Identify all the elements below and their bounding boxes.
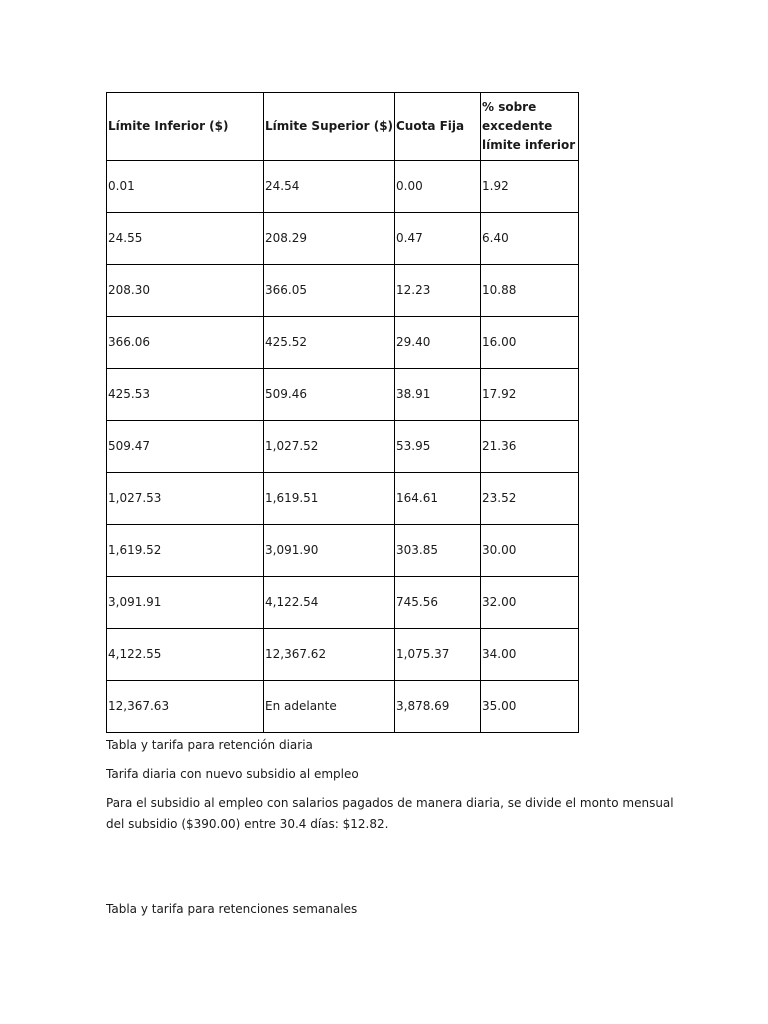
table-header-row — [107, 93, 579, 161]
cell-limite-inferior: 366.06 — [107, 317, 264, 369]
cell-limite-superior: 1,027.52 — [264, 421, 395, 473]
cell-porcentaje-excedente: 10.88 — [481, 265, 579, 317]
cell-limite-inferior: 3,091.91 — [107, 577, 264, 629]
cell-limite-superior: 4,122.54 — [264, 577, 395, 629]
cell-limite-superior: 24.54 — [264, 161, 395, 213]
cell-limite-inferior: 0.01 — [107, 161, 264, 213]
cell-limite-superior: 425.52 — [264, 317, 395, 369]
table-row — [107, 317, 579, 369]
cell-cuota-fija: 3,878.69 — [395, 681, 481, 733]
cell-cuota-fija: 303.85 — [395, 525, 481, 577]
cell-cuota-fija: 38.91 — [395, 369, 481, 421]
header-limite-superior: Límite Superior ($) — [264, 93, 395, 161]
subsidy-heading: Tarifa diaria con nuevo subsidio al empleo — [106, 767, 359, 781]
table-row — [107, 369, 579, 421]
cell-limite-inferior: 425.53 — [107, 369, 264, 421]
cell-porcentaje-excedente: 17.92 — [481, 369, 579, 421]
cell-limite-inferior: 1,027.53 — [107, 473, 264, 525]
table-body — [107, 161, 579, 733]
subsidy-paragraph: Para el subsidio al empleo con salarios pagados de manera diaria, se divide el monto mensual del subsidio ($390.00) entre 30.4 días: $12.82. — [106, 796, 674, 831]
cell-porcentaje-excedente: 30.00 — [481, 525, 579, 577]
cell-porcentaje-excedente: 16.00 — [481, 317, 579, 369]
table-row — [107, 681, 579, 733]
table-row — [107, 629, 579, 681]
cell-porcentaje-excedente: 34.00 — [481, 629, 579, 681]
table-row — [107, 161, 579, 213]
cell-limite-inferior: 509.47 — [107, 421, 264, 473]
cell-limite-superior: 509.46 — [264, 369, 395, 421]
tarifa-table — [106, 92, 579, 733]
cell-porcentaje-excedente: 32.00 — [481, 577, 579, 629]
cell-cuota-fija: 29.40 — [395, 317, 481, 369]
table-row — [107, 421, 579, 473]
table-row — [107, 577, 579, 629]
table-row — [107, 473, 579, 525]
cell-limite-inferior: 208.30 — [107, 265, 264, 317]
header-porcentaje-excedente: % sobre excedente límite inferior — [481, 93, 579, 161]
cell-limite-superior: 3,091.90 — [264, 525, 395, 577]
cell-porcentaje-excedente: 35.00 — [481, 681, 579, 733]
cell-cuota-fija: 12.23 — [395, 265, 481, 317]
caption-weekly-table: Tabla y tarifa para retenciones semanales — [106, 902, 358, 916]
cell-cuota-fija: 745.56 — [395, 577, 481, 629]
cell-cuota-fija: 164.61 — [395, 473, 481, 525]
header-limite-inferior: Límite Inferior ($) — [107, 93, 264, 161]
cell-limite-superior: 12,367.62 — [264, 629, 395, 681]
table-row — [107, 525, 579, 577]
cell-limite-inferior: 24.55 — [107, 213, 264, 265]
caption-daily-table: Tabla y tarifa para retención diaria — [106, 738, 313, 752]
cell-limite-inferior: 4,122.55 — [107, 629, 264, 681]
cell-porcentaje-excedente: 1.92 — [481, 161, 579, 213]
cell-limite-superior: En adelante — [264, 681, 395, 733]
cell-limite-inferior: 1,619.52 — [107, 525, 264, 577]
cell-porcentaje-excedente: 21.36 — [481, 421, 579, 473]
cell-limite-superior: 1,619.51 — [264, 473, 395, 525]
cell-limite-superior: 208.29 — [264, 213, 395, 265]
cell-porcentaje-excedente: 23.52 — [481, 473, 579, 525]
cell-cuota-fija: 53.95 — [395, 421, 481, 473]
cell-porcentaje-excedente: 6.40 — [481, 213, 579, 265]
table-row — [107, 265, 579, 317]
cell-cuota-fija: 0.47 — [395, 213, 481, 265]
header-cuota-fija: Cuota Fija — [395, 93, 481, 161]
cell-cuota-fija: 1,075.37 — [395, 629, 481, 681]
cell-cuota-fija: 0.00 — [395, 161, 481, 213]
table-row — [107, 213, 579, 265]
cell-limite-inferior: 12,367.63 — [107, 681, 264, 733]
cell-limite-superior: 366.05 — [264, 265, 395, 317]
